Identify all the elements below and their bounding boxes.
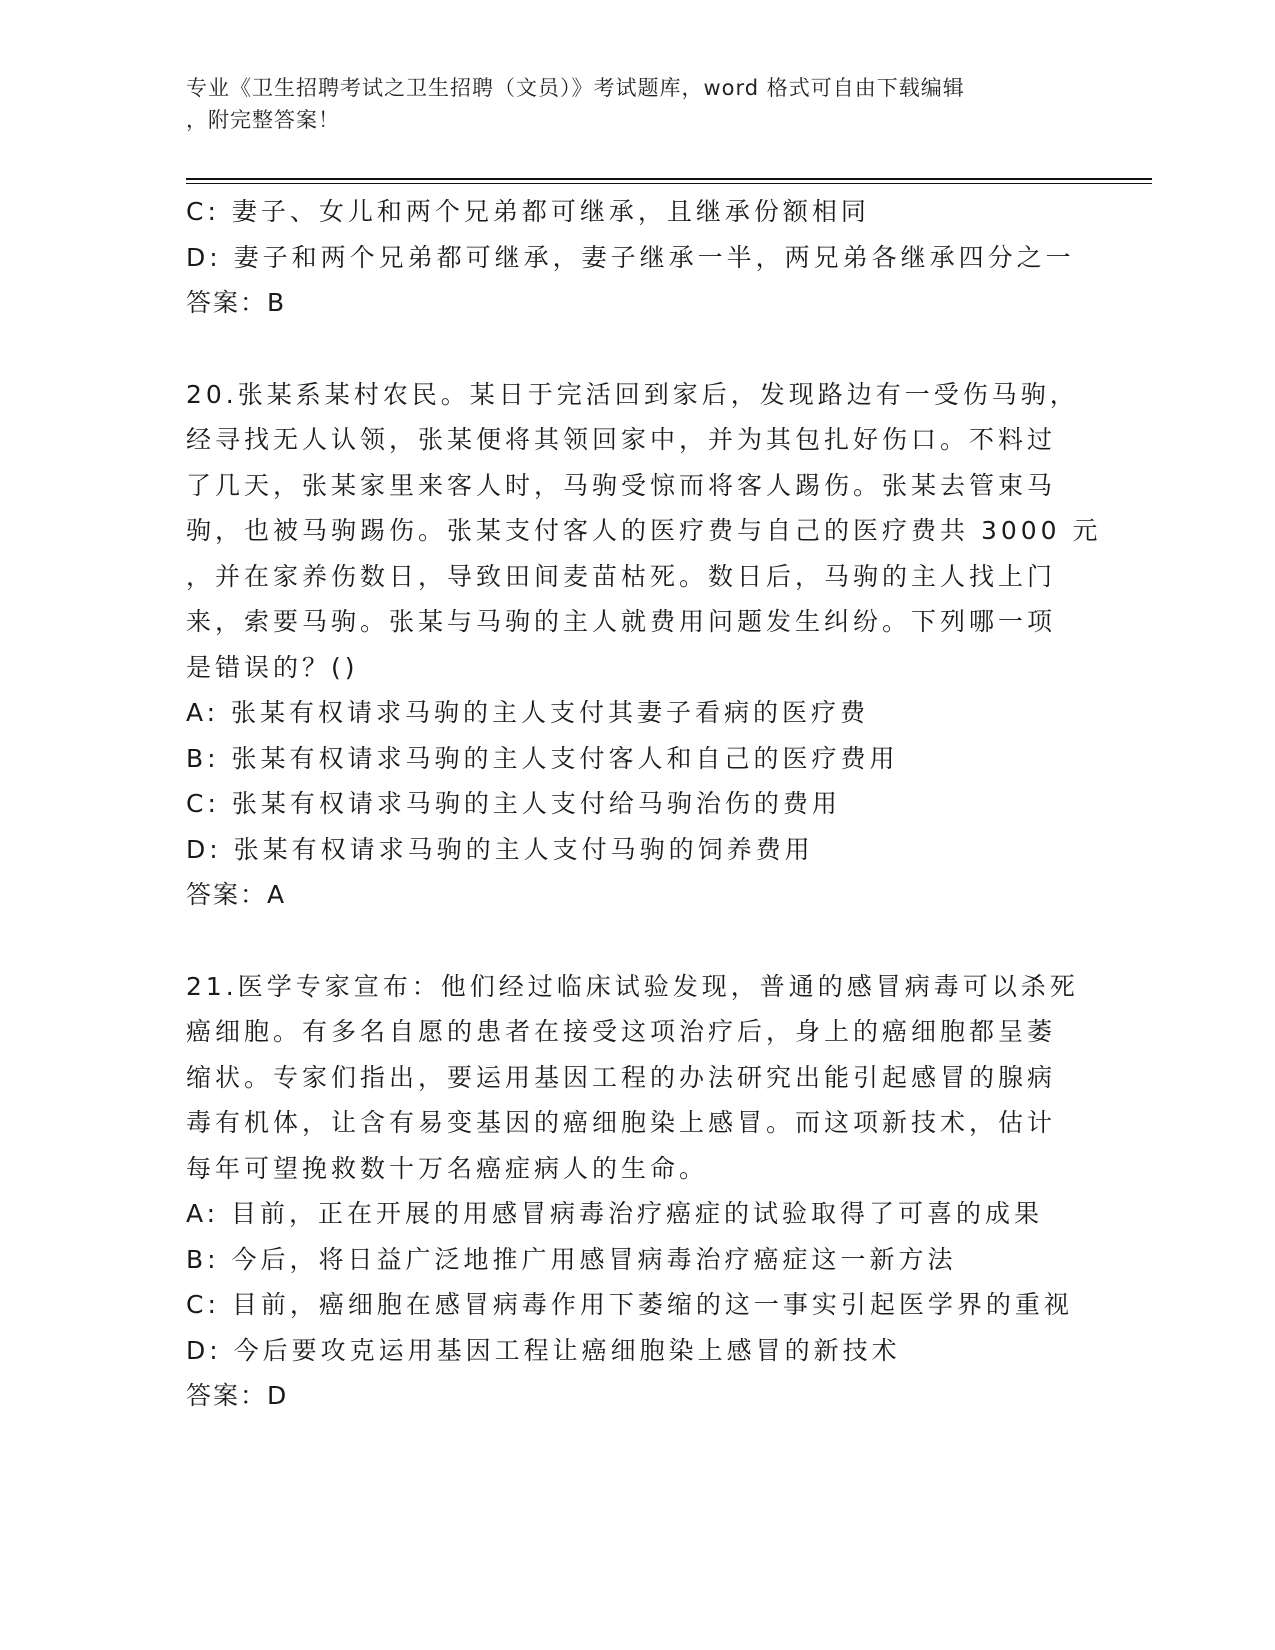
question-text-line: 来，索要马驹。张某与马驹的主人就费用问题发生纠纷。下列哪一项 (186, 607, 1057, 636)
option-d: D: 今后要攻克运用基因工程让癌细胞染上感冒的新技术 (186, 1335, 901, 1365)
option-c: C: 目前，癌细胞在感冒病毒作用下萎缩的这一事实引起医学界的重视 (186, 1290, 1073, 1319)
answer: 答案：D (186, 1381, 289, 1410)
question-text-line: 缩状。专家们指出，要运用基因工程的办法研究出能引起感冒的腺病 (186, 1062, 1057, 1092)
option-c: C: 妻子、女儿和两个兄弟都可继承，且继承份额相同 (186, 197, 870, 226)
question-text-line: 癌细胞。有多名自愿的患者在接受这项治疗后，身上的癌细胞都呈萎 (186, 1017, 1057, 1046)
question-text-line: 毒有机体，让含有易变基因的癌细胞染上感冒。而这项新技术，估计 (186, 1108, 1057, 1137)
header-divider-thick (186, 178, 1152, 180)
page-header (186, 72, 1066, 136)
option-a: A: 目前，正在开展的用感冒病毒治疗癌症的试验取得了可喜的成果 (186, 1199, 1044, 1228)
question-content (186, 189, 1102, 1419)
answer: 答案：A (186, 880, 287, 909)
header-divider-thin (186, 183, 1152, 184)
question-text-line: 20.张某系某村农民。某日于完活回到家后，发现路边有一受伤马驹， (186, 379, 1079, 409)
answer: 答案：B (186, 288, 287, 317)
option-b: B: 张某有权请求马驹的主人支付客人和自己的医疗费用 (186, 743, 899, 773)
spacer (186, 326, 1086, 372)
question-20 (186, 372, 1102, 918)
spacer (186, 918, 1086, 964)
question-text-line: 每年可望挽救数十万名癌症病人的生命。 (186, 1153, 709, 1183)
option-d: D: 张某有权请求马驹的主人支付马驹的饲养费用 (186, 834, 814, 864)
question-text-line: 了几天，张某家里来客人时，马驹受惊而将客人踢伤。张某去管束马 (186, 470, 1057, 500)
header-line-2: ，附完整答案！ (186, 108, 340, 132)
option-b: B: 今后，将日益广泛地推广用感冒病毒治疗癌症这一新方法 (186, 1244, 957, 1274)
question-text-line: 驹，也被马驹踢伤。张某支付客人的医疗费与自己的医疗费共 3000 元 (186, 516, 1102, 545)
question-text-line: 21.医学专家宣布：他们经过临床试验发现，普通的感冒病毒可以杀死 (186, 971, 1079, 1001)
option-d: D: 妻子和两个兄弟都可继承，妻子继承一半，两兄弟各继承四分之一 (186, 242, 1075, 272)
question-text-line: 是错误的？() (186, 652, 359, 682)
question-21 (186, 964, 1086, 1419)
header-line-1: 专业《卫生招聘考试之卫生招聘（文员）》考试题库，word 格式可自由下载编辑 (186, 76, 965, 100)
option-a: A: 张某有权请求马驹的主人支付其妻子看病的医疗费 (186, 698, 870, 727)
prev-question (186, 189, 1086, 326)
question-text-line: ，并在家养伤数日，导致田间麦苗枯死。数日后，马驹的主人找上门 (186, 561, 1057, 591)
option-c: C: 张某有权请求马驹的主人支付给马驹治伤的费用 (186, 789, 841, 818)
question-text-line: 经寻找无人认领，张某便将其领回家中，并为其包扎好伤口。不料过 (186, 425, 1057, 454)
